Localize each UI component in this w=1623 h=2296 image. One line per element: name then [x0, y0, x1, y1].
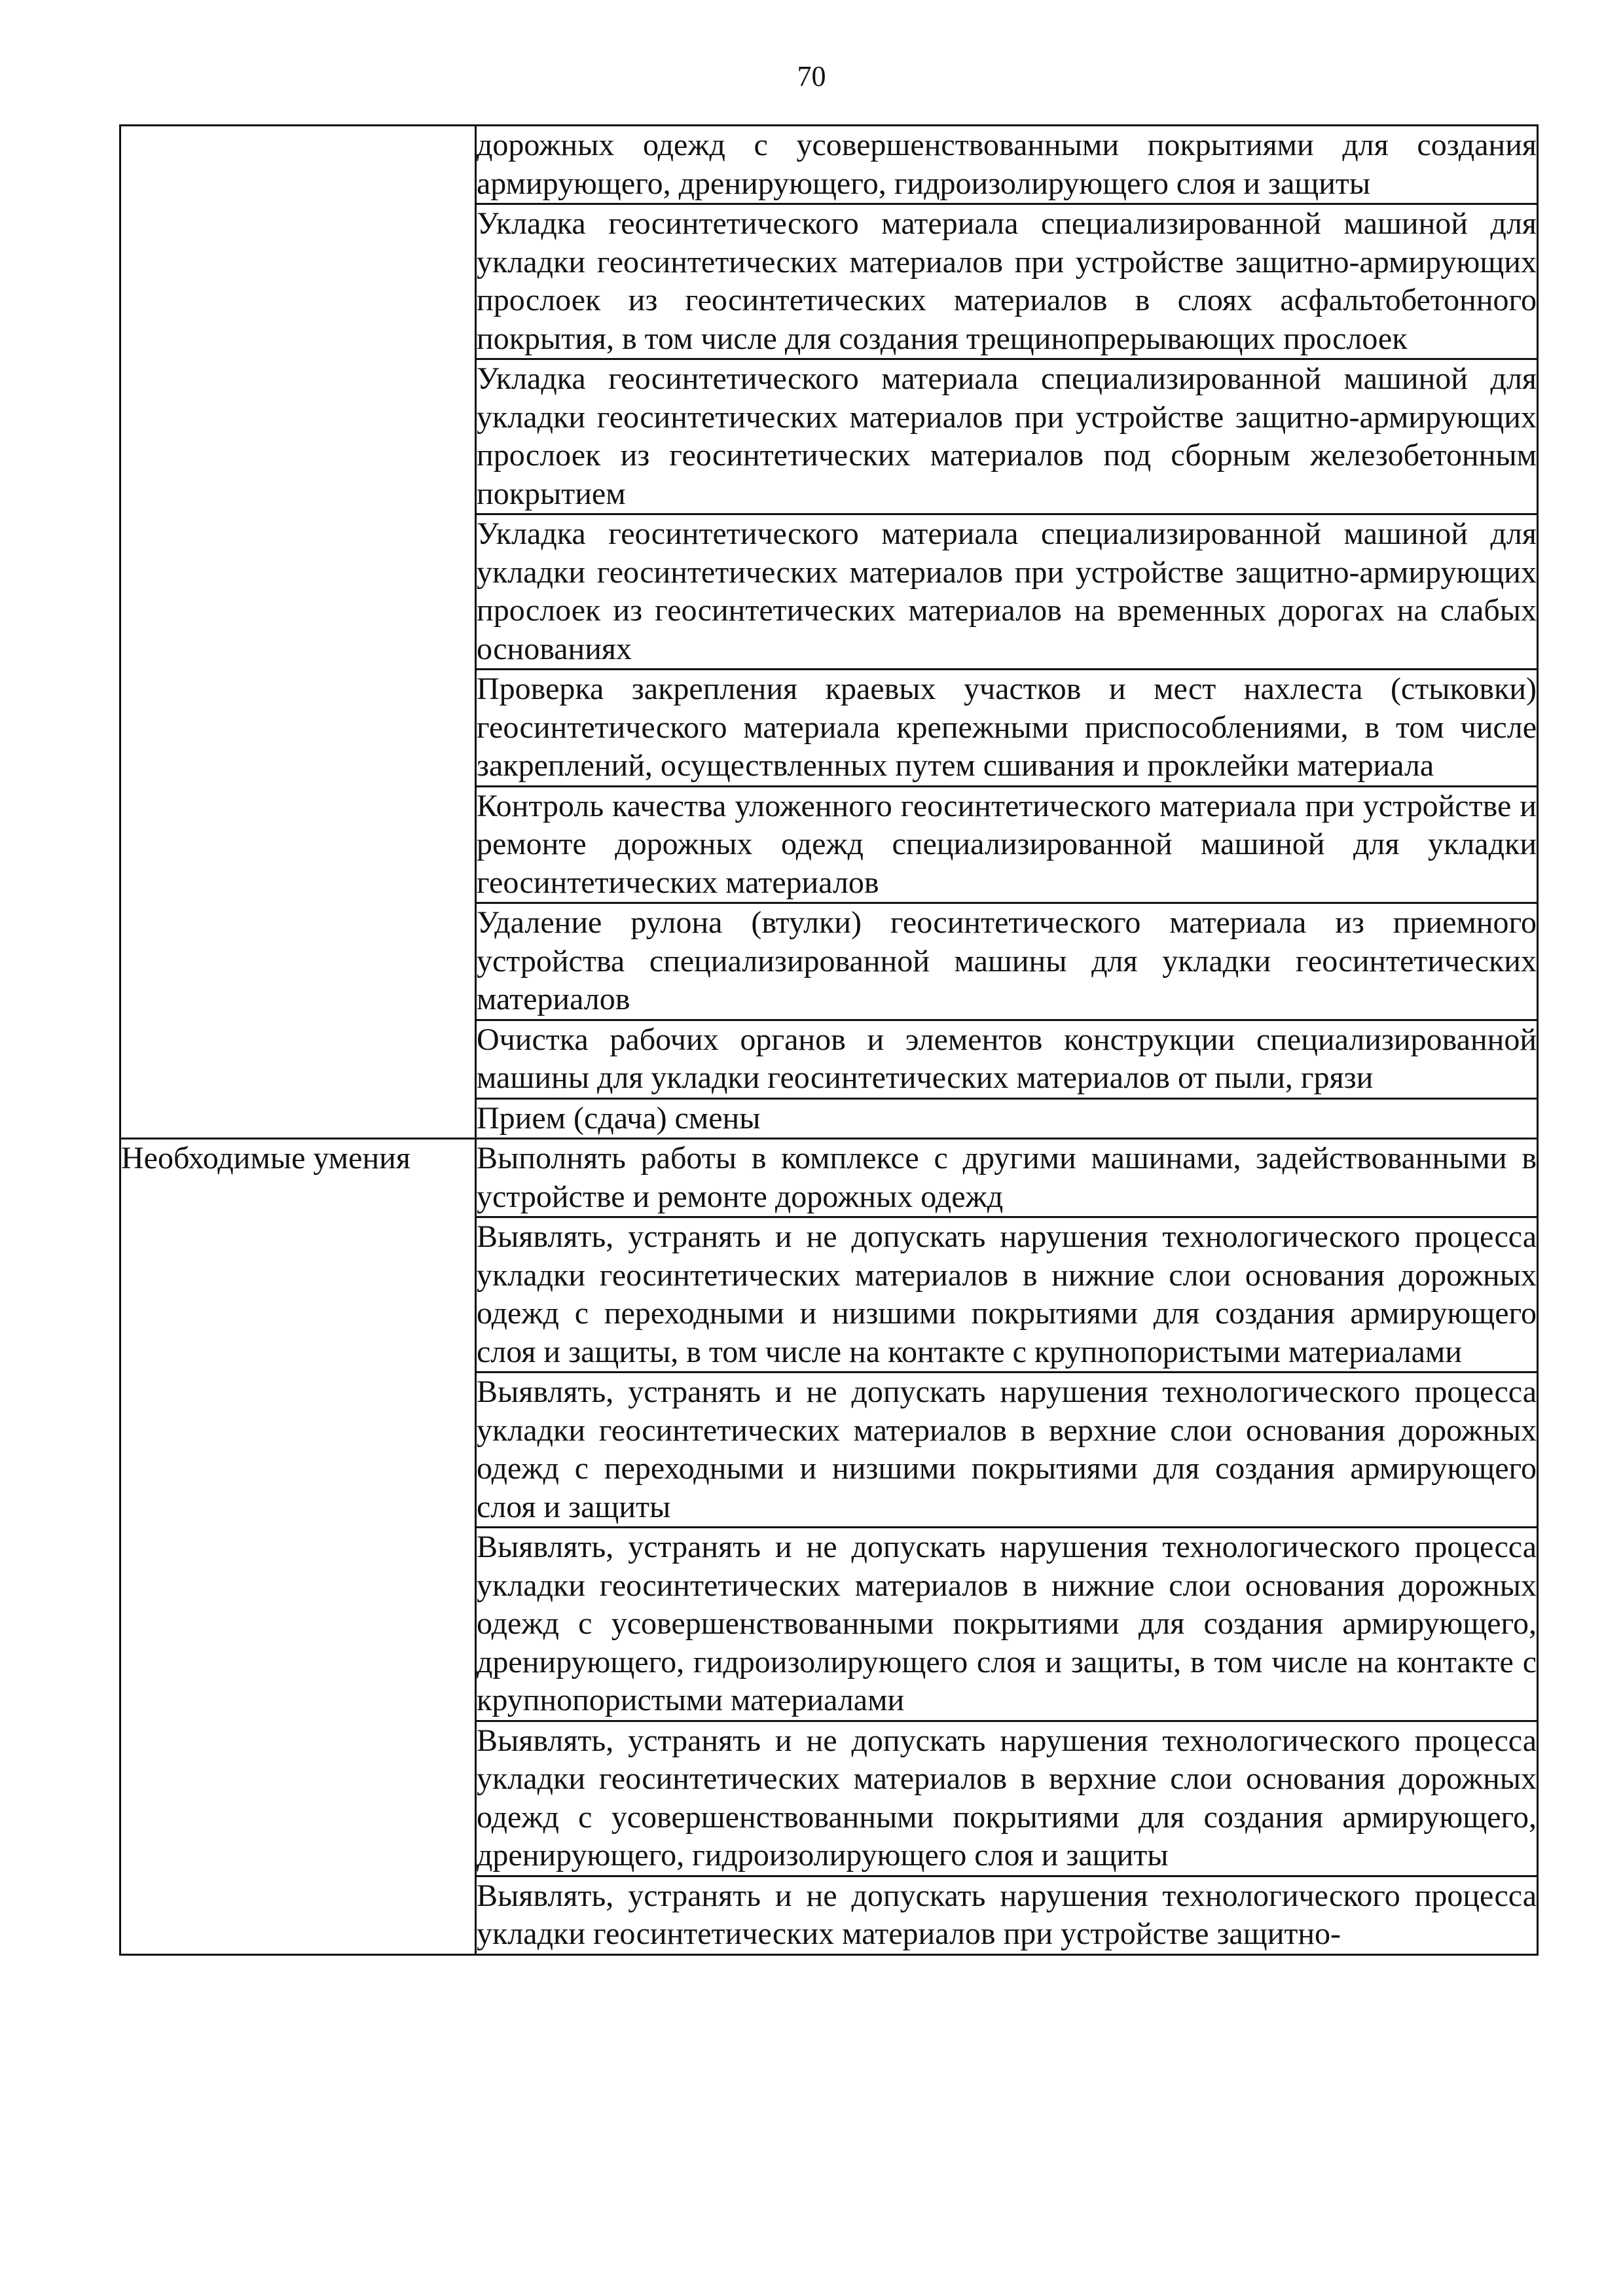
cell-text: Проверка закрепления краевых участков и мест нахлеста (стыковки) геосинтетического материала крепежными приспособлениями, в том числе закреплений, осуществленных путем сшивания и проклейки материала	[477, 672, 1537, 783]
cell-text: Выявлять, устранять и не допускать нарушения технологического процесса укладки геосинтетических материалов при устройстве защитно-	[477, 1878, 1537, 1951]
cell-text: Укладка геосинтетического материала специализированной машиной для укладки геосинтетических материалов при устройстве защитно-армирующих прослоек из геосинтетических материалов на временных дорогах на слабых основаниях	[477, 516, 1537, 666]
table-cell	[476, 1372, 1538, 1528]
table-cell	[476, 786, 1538, 903]
cell-text: Выполнять работы в комплексе с другими машинами, задействованными в устройстве и ремонте дорожных одежд	[477, 1141, 1537, 1214]
table-cell	[476, 1139, 1538, 1217]
cell-text: Удаление рулона (втулки) геосинтетического материала из приемного устройства специализированной машины для укладки геосинтетических материалов	[477, 905, 1537, 1016]
table-cell	[476, 1876, 1538, 1954]
table-cell	[476, 1528, 1538, 1721]
cell-text: Очистка рабочих органов и элементов конструкции специализированной машины для укладки геосинтетических материалов от пыли, грязи	[477, 1022, 1537, 1095]
table-cell	[476, 1020, 1538, 1098]
table-cell	[476, 1721, 1538, 1876]
cell-text: Прием (сдача) смены	[477, 1100, 761, 1136]
page-number: 70	[797, 60, 826, 92]
cell-text: Укладка геосинтетического материала специализированной машиной для укладки геосинтетических материалов при устройстве защитно-армирующих прослоек из геосинтетических материалов под сборным железобетонным покрытием	[477, 361, 1537, 511]
group-label-skills: Необходимые умения	[120, 1139, 476, 1955]
cell-text: Контроль качества уложенного геосинтетического материала при устройстве и ремонте дорожных одежд специализированной машиной для укладки геосинтетических материалов	[477, 788, 1537, 900]
cell-text: Выявлять, устранять и не допускать нарушения технологического процесса укладки геосинтетических материалов в верхние слои основания дорожных одежд с переходными и низшими покрытиями для создания армирующего слоя и защиты	[477, 1374, 1537, 1524]
table-row	[120, 126, 1538, 204]
table-cell	[476, 359, 1538, 514]
table-row	[120, 1139, 1538, 1217]
cell-text: Выявлять, устранять и не допускать нарушения технологического процесса укладки геосинтетических материалов в нижние слои основания дорожных одежд с усовершенствованными покрытиями для создания армирующего, дренирующего, гидроизолирующего слоя и защиты, в том числе на контакте с крупнопористыми материалами	[477, 1530, 1537, 1717]
table-cell	[476, 903, 1538, 1020]
table-cell	[476, 1098, 1538, 1139]
cell-text: Выявлять, устранять и не допускать нарушения технологического процесса укладки геосинтетических материалов в нижние слои основания дорожных одежд с переходными и низшими покрытиями для создания армирующего слоя и защиты, в том числе на контакте с крупнопористыми материалами	[477, 1219, 1537, 1369]
table-cell	[476, 670, 1538, 787]
cell-text: дорожных одежд с усовершенствованными покрытиями для создания армирующего, дренирующего, гидроизолирующего слоя и защиты	[477, 128, 1537, 201]
table-cell	[476, 204, 1538, 359]
table-cell	[476, 514, 1538, 670]
table-cell	[476, 1217, 1538, 1372]
cell-text: Выявлять, устранять и не допускать нарушения технологического процесса укладки геосинтетических материалов в верхние слои основания дорожных одежд с усовершенствованными покрытиями для создания армирующего, дренирующего, гидроизолирующего слоя и защиты	[477, 1723, 1537, 1873]
cell-text: Укладка геосинтетического материала специализированной машиной для укладки геосинтетических материалов при устройстве защитно-армирующих прослоек из геосинтетических материалов в слоях асфальтобетонного покрытия, в том числе для создания трещинопрерывающих прослоек	[477, 206, 1537, 356]
table-cell	[476, 126, 1538, 204]
group-label-continued	[120, 126, 476, 1139]
requirements-table	[119, 124, 1539, 1956]
